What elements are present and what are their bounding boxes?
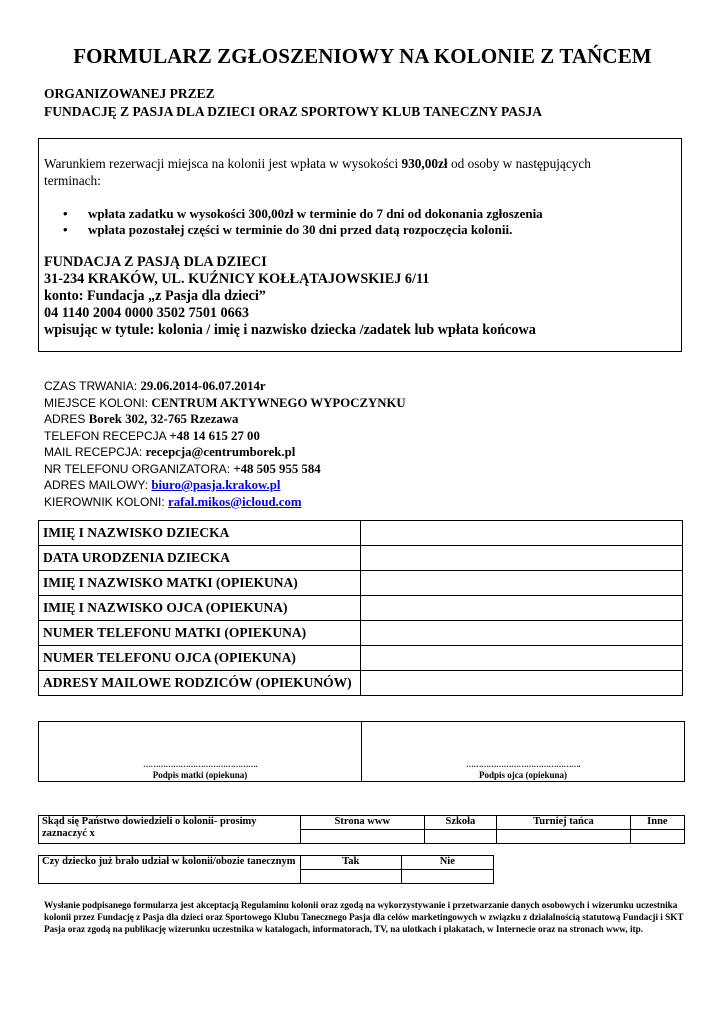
father-phone-field[interactable] <box>361 646 683 671</box>
form-row-label: NUMER TELEFONU OJCA (OPIEKUNA) <box>39 646 361 671</box>
signature-dots: ………………………………………. <box>466 760 580 769</box>
foundation-name: FUNDACJA Z PASJĄ DLA DZIECI <box>44 254 267 270</box>
form-row-label: IMIĘ I NAZWISKO OJCA (OPIEKUNA) <box>39 596 361 621</box>
phone-row <box>44 428 406 445</box>
option-school-checkbox[interactable] <box>424 830 497 844</box>
payment-intro-text: Warunkiem rezerwacji miejsca na kolonii jest wpłata w wysokości <box>44 156 402 171</box>
source-question-table <box>38 815 685 844</box>
option-other-checkbox[interactable] <box>630 830 684 844</box>
father-name-field[interactable] <box>361 596 683 621</box>
bullet-icon: • <box>63 222 68 237</box>
applicant-form-table <box>38 520 683 696</box>
form-row-label: IMIĘ I NAZWISKO MATKI (OPIEKUNA) <box>39 571 361 596</box>
bullet-item <box>58 206 543 222</box>
mother-signature-label: Podpis matki (opiekuna) <box>152 770 248 780</box>
option-yes-checkbox[interactable] <box>301 870 402 884</box>
father-signature-label: Podpis ojca (opiekuna) <box>478 770 567 780</box>
form-row <box>39 521 683 546</box>
phone-label: TELEFON RECEPCJA <box>44 428 170 443</box>
phone-value: +48 14 615 27 00 <box>169 428 260 443</box>
foundation-address: 31-234 KRAKÓW, UL. KUŹNICY KOŁŁĄTAJOWSKIEJ 6/11 <box>44 271 430 287</box>
participation-question-table <box>38 855 494 884</box>
form-row <box>39 621 683 646</box>
participation-question-label: Czy dziecko już brało udział w kolonii/obozie tanecznym <box>39 856 301 884</box>
bullet-text: wpłata pozostałej części w terminie do 30 dni przed datą rozpoczęcia kolonii. <box>88 222 513 237</box>
organized-by-label: ORGANIZOWANEJ PRZEZ <box>44 86 215 101</box>
option-tournament-checkbox[interactable] <box>497 830 631 844</box>
option-other-label: Inne <box>630 816 684 830</box>
payment-intro-text-end: od osoby w następujących <box>447 156 591 171</box>
form-row <box>39 646 683 671</box>
option-www-checkbox[interactable] <box>301 830 425 844</box>
address-value: Borek 302, 32-765 Rzezawa <box>88 412 239 426</box>
form-row <box>39 671 683 696</box>
consent-footer: Wysłanie podpisanego formularza jest akceptacją Regulaminu kolonii oraz zgodą na wykorzystywanie i przetwarzanie danych osobowych i wizerunku uczestnika kolonii przez Fundację z Pasja dla dzieci oraz Sportowego Klubu Tanecznego Pasja dla celów marketingowych w związku z działalnością statutową Fundacji i SKT Pasja oraz zgodą na publikację wizerunku uczestnika w katalogach, informatorach, TV, na ulotkach i plakatach, w Internecie oraz na stronach www, itp. <box>44 900 684 934</box>
mail-value: recepcja@centrumborek.pl <box>145 445 296 459</box>
option-tournament-label: Turniej tańca <box>497 816 631 830</box>
mother-phone-field[interactable] <box>361 621 683 646</box>
address-row <box>44 411 406 428</box>
payment-amount: 930,00zł <box>401 156 448 171</box>
form-row-label: NUMER TELEFONU MATKI (OPIEKUNA) <box>39 621 361 646</box>
parents-email-field[interactable] <box>361 671 683 696</box>
signature-dots: ………………………………………. <box>143 760 257 769</box>
foundation-transfer-title: wpisując w tytule: kolonia / imię i nazwisko dziecka /zadatek lub wpłata końcowa <box>44 322 536 338</box>
form-row <box>39 571 683 596</box>
organizers-line: FUNDACJĘ Z PASJA DLA DZIECI ORAZ SPORTOWY KLUB TANECZNY PASJA <box>44 104 542 119</box>
place-value: CENTRUM AKTYWNEGO WYPOCZYNKU <box>151 395 406 410</box>
bullet-item <box>58 222 543 238</box>
payment-bullets <box>58 206 543 238</box>
form-row <box>39 596 683 621</box>
org-phone-label: NR TELEFONU ORGANIZATORA: <box>44 461 234 476</box>
manager-email-link[interactable]: rafal.mikos@icloud.com <box>168 494 302 509</box>
option-yes-label: Tak <box>301 856 402 870</box>
option-www-label: Strona www <box>301 816 425 830</box>
duration-row <box>44 378 406 395</box>
place-label: MIEJSCE KOLONI: <box>44 395 152 410</box>
form-row-label: ADRESY MAILOWE RODZICÓW (OPIEKUNÓW) <box>39 671 361 696</box>
option-school-label: Szkoła <box>424 816 497 830</box>
mother-signature-field[interactable] <box>39 722 362 782</box>
address-label: ADRES <box>44 412 89 426</box>
duration-label: CZAS TRWANIA: <box>44 379 141 393</box>
mail-row <box>44 444 406 461</box>
email-link[interactable]: biuro@pasja.krakow.pl <box>151 478 281 492</box>
payment-intro-line2: terminach: <box>44 173 101 188</box>
form-row-label: DATA URODZENIA DZIECKA <box>39 546 361 571</box>
source-question-label: Skąd się Państwo dowiedzieli o kolonii- prosimy zaznaczyć x <box>39 816 301 844</box>
foundation-account-name: konto: Fundacja „z Pasja dla dzieci” <box>44 288 266 304</box>
payment-intro <box>44 156 591 172</box>
bullet-icon: • <box>63 206 68 221</box>
mother-name-field[interactable] <box>361 571 683 596</box>
manager-label: KIEROWNIK KOLONI: <box>44 494 169 509</box>
form-row-label: IMIĘ I NAZWISKO DZIECKA <box>39 521 361 546</box>
child-name-field[interactable] <box>361 521 683 546</box>
foundation-details <box>44 254 536 339</box>
signatures-table <box>38 721 685 782</box>
father-signature-field[interactable] <box>362 722 685 782</box>
form-row <box>39 546 683 571</box>
org-phone-value: +48 505 955 584 <box>233 461 321 476</box>
form-title: FORMULARZ ZGŁOSZENIOWY NA KOLONIE Z TAŃCEM <box>73 44 652 68</box>
duration-value: 29.06.2014-06.07.2014r <box>140 379 266 393</box>
email-row <box>44 477 406 494</box>
bullet-text: wpłata zadatku w wysokości 300,00zł w terminie do 7 dni od dokonania zgłoszenia <box>88 206 543 221</box>
email-label: ADRES MAILOWY: <box>44 478 152 492</box>
option-no-checkbox[interactable] <box>401 870 493 884</box>
manager-row <box>44 494 406 511</box>
mail-label: MAIL RECEPCJA: <box>44 445 146 459</box>
camp-info <box>44 378 406 510</box>
org-phone-row <box>44 461 406 478</box>
place-row <box>44 395 406 412</box>
child-birthdate-field[interactable] <box>361 546 683 571</box>
option-no-label: Nie <box>401 856 493 870</box>
foundation-account-number: 04 1140 2004 0000 3502 7501 0663 <box>44 305 249 321</box>
